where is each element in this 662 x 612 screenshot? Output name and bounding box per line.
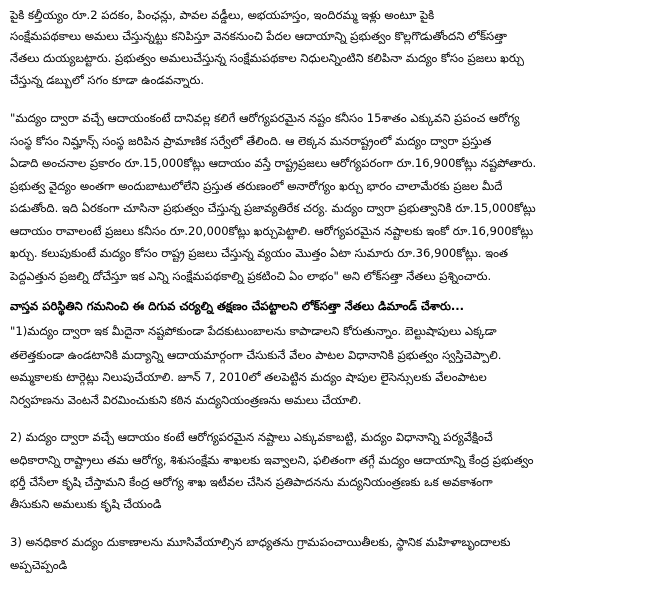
paragraph-2-line: ఏడాది అంచనాల ప్రకారం రూ.15,000కోట్లు ఆదాయం వస్తే రాష్ట్రప్రజలు ఆరోగ్యపరంగా రూ.16,900కోట్లు నష్టపోతారు. (10, 156, 537, 170)
paragraph-5-line: 2) మద్యం ద్వారా వచ్చే ఆదాయం కంటే ఆరోగ్యపరమైన నష్టాలు ఎక్కువకాబట్టి, మద్యం విధానాన్ని పర్యవేక్షించే (10, 430, 493, 444)
paragraph-4-line: అమ్మకాలకు టార్గెట్లు నిలుపుచేయాలి. జూన్ 7, 2010లో తలపెట్టిన మద్యం షాపుల లైసెన్సులకు వేలంపాటల (10, 370, 487, 384)
paragraph-2-line: ప్రభుత్వ వైద్యం అంతగా అందుబాటులోలేని ప్రస్తుత తరుణంలో అనారోగ్యం ఖర్చు భారం చాలామేరకు ప్రజల మీదే (10, 179, 503, 193)
paragraph-1-line: నేతలు దుయ్యబట్టారు. ప్రభుత్వం అమలుచేస్తున్న సంక్షేమపథకాల నిధులన్నింటిని కలిపినా మద్యం కోసం ప్రజలు ఖర్చు (10, 51, 525, 65)
demands-heading: వాస్తవ పరిస్థితిని గమనించి ఈ దిగువ చర్యల్ని తక్షణం చేపట్టాలని లోక్‌సత్తా నేతలు డిమాండ్ చేశారు... (10, 299, 465, 313)
paragraph-5-line: అధికారాన్ని రాష్ట్రాలు తమ ఆరోగ్య, శిశుసంక్షేమ శాఖలకు ఇవ్వాలని, ఫలితంగా తగ్గే మద్యం ఆదాయాన్ని కేంద్ర ప్రభుత్వం (10, 453, 534, 467)
paragraph-4-line: తలెత్తకుండా ఉండటానికి మద్యాన్ని ఆదాయమార్గంగా చేసుకునే వేలం పాటల విధానానికి ప్రభుత్వం స్వస్తిచెప్పాలి. (10, 348, 502, 362)
paragraph-2-line: "మద్యం ద్వారా వచ్చే ఆదాయంకంటే దానివల్ల కలిగే ఆరోగ్యపరమైన నష్టం కనీసం 15శాతం ఎక్కువని ప్రపంచ ఆరోగ్య (10, 111, 520, 125)
paragraph-4-line: నిర్వహణను వెంటనే విరమించుకుని కఠిన మద్యనియంత్రణను అమలు చేయాలి. (10, 393, 362, 407)
paragraph-6-line: 3) అనధికార మద్యం దుకాణాలను మూసివేయాల్సిన బాధ్యతను గ్రామపంచాయితీలకు, స్థానిక మహిళాబృందాలకు (10, 535, 511, 549)
paragraph-2-line: ఖర్చు. కలుపుకుంటే మద్యం కోసం రాష్ట్ర ప్రజలు చేస్తున్న వ్యయం మొత్తం ఏటా సుమారు రూ.36,900కోట్లు. ఇంత (10, 246, 509, 260)
paragraph-1-line: సంక్షేమపథకాలు అమలు చేస్తున్నట్టు కనిపిస్తూ వెనకనుంచి పేదల ఆదాయాన్ని ప్రభుత్వం కొల్లగొడుతోందని లోక్‌సత్తా (10, 29, 507, 43)
paragraph-4-line: "1)మద్యం ద్వారా ఇక మీదైనా నష్టపోకుండా పేదకుటుంబాలను కాపాడాలని కోరుతున్నాం. బెల్టుషాపులు ఎక్కడా (10, 324, 497, 338)
paragraph-2-line: ఆదాయం రావాలంటే ప్రజలు కనీసం రూ.20,000కోట్లు ఖర్చుపెట్టాలి. ఆరోగ్యపరమైన నష్టాలకు ఇంకో రూ.16,900కోట్లు (10, 224, 534, 238)
paragraph-6-line: అప్పచెప్పండి (10, 558, 68, 572)
paragraph-1-line: చేస్తున్న డబ్బులో సగం కూడా ఉండవన్నారు. (10, 73, 205, 87)
paragraph-5-line: భర్తీ చేసేలా కృషి చేస్తామని కేంద్ర ఆరోగ్య శాఖ ఇటీవల చేసిన ప్రతిపాదనను మద్యనియంత్రణకు ఒక అవకాశంగా (10, 475, 493, 489)
paragraph-2-line: పడుతోంది. ఇది ఏరకంగా చూసినా ప్రభుత్వం చేస్తున్న ప్రజావ్యతిరేక చర్య. మద్యం ద్వారా ప్రభుత్వానికి రూ.15,000కోట్లు (10, 201, 536, 215)
paragraph-2-line: సంస్థ కోసం నిమ్హాన్స్ సంస్థ జరిపిన ప్రామాణిక సర్వేలో తేలింది. ఆ లెక్కన మనరాష్ట్రంలో మద్యం ద్వారా ప్రస్తుత (10, 134, 492, 148)
paragraph-1-line: పైకి కల్తీయ్యం రూ.2 పదకం, పింఛన్లు, పావల వడ్డీలు, అభయహస్తం, ఇందిరమ్మ ఇళ్లు అంటూ పైకి (10, 8, 435, 22)
paragraph-2-line: పెద్దఎత్తున ప్రజల్ని దోచేస్తూ ఇక ఎన్ని సంక్షేమపథకాల్ని ప్రకటించి ఏం లాభం" అని లోక్‌సత్తా నేతలు ప్రశ్నించారు. (10, 269, 492, 283)
paragraph-5-line: తీసుకుని అమలుకు కృషి చేయండి (10, 497, 162, 511)
